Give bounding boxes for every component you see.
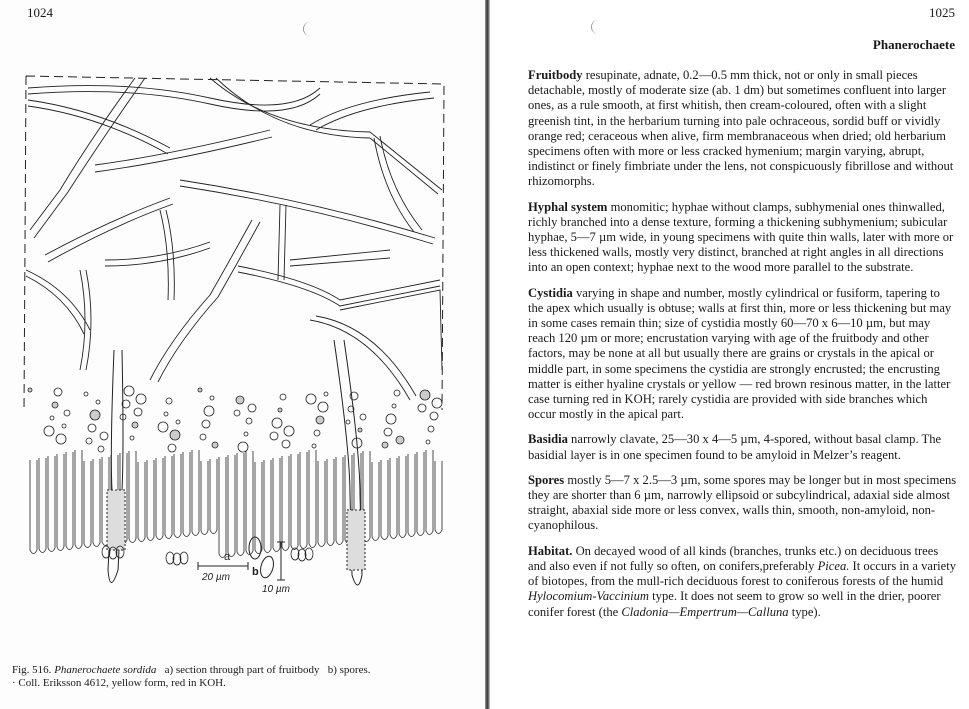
- granule: [88, 424, 96, 432]
- granule: [272, 418, 282, 428]
- page-number-left: 1024: [27, 5, 53, 20]
- basidium: [300, 452, 307, 549]
- basidium: [219, 457, 226, 558]
- granule: [86, 438, 92, 444]
- section-heading: Habitat.: [528, 543, 573, 558]
- habitat-text: type).: [788, 604, 821, 619]
- basidium: [417, 452, 424, 536]
- basidium: [48, 456, 55, 552]
- granule: [278, 408, 282, 412]
- granule: [306, 394, 316, 404]
- granule: [56, 434, 66, 444]
- granule: [236, 396, 244, 404]
- subicular-hyphae: [26, 78, 442, 400]
- basidium: [165, 456, 172, 539]
- granule: [54, 388, 62, 396]
- section-basidia: [528, 432, 958, 462]
- scale-label-a: 20 µm: [202, 572, 230, 583]
- granule: [392, 404, 396, 408]
- basidium: [75, 450, 82, 549]
- granule: [90, 410, 100, 420]
- granule: [324, 392, 328, 396]
- granule: [44, 426, 54, 436]
- section-fruitbody: [528, 68, 958, 190]
- granule: [284, 426, 294, 436]
- section-hyphal-system: [528, 200, 958, 276]
- granule: [200, 434, 206, 440]
- section-body: mostly 5—7 x 2.5—3 µm, some spores may be longer but in most specimens they are shorter than 6 µm, narrowly ellipsoid or subcylindrical, adaxial side almost straight, abaxial side more or less convex, walls thin, smooth, non-amyloid, non-cyanophilous.: [528, 472, 957, 533]
- basidium: [390, 458, 397, 539]
- granule: [84, 392, 88, 396]
- granule: [418, 404, 426, 412]
- running-head: Phanerochaete: [872, 37, 955, 52]
- hymenium-basidia: [28, 386, 442, 558]
- cystidium-right: [334, 340, 365, 585]
- granule: [130, 436, 134, 440]
- scale-label-b: 10 µm: [262, 584, 290, 595]
- figure-label-a: a: [224, 551, 231, 563]
- granule: [358, 428, 362, 432]
- basidium: [210, 459, 217, 534]
- book-gutter: [485, 0, 490, 709]
- caption-part-a: a) section through part of fruitbody: [164, 664, 320, 676]
- basidium: [84, 461, 91, 548]
- granule: [212, 442, 218, 448]
- granule: [96, 400, 100, 404]
- granule: [270, 432, 278, 440]
- section-body: resupinate, adnate, 0.2—0.5 mm thick, not or only in small pieces detachable, mostly of moderate size (ab. 1 dm) but sometimes confluent into larger ones, as a rule smooth, at first whitish, then cream-coloured, often with a slight greenish tint, in the herbarium turning into pale ochraceous, sordid buff or vividly orange red; ceraceous when alive, firm membranaceous when dried; old herbarium specimens often with more or less cracked hymenium; margin varying, abrupt, indistinct or finely fimbriate under the lens, not conspicuously fibrillose and without rhizomorphs.: [528, 68, 954, 189]
- basidium: [66, 452, 73, 550]
- granule: [238, 442, 248, 452]
- basidium: [318, 461, 325, 547]
- granule: [64, 410, 70, 416]
- basidium: [327, 459, 334, 546]
- granule: [98, 446, 104, 452]
- granule: [170, 430, 180, 440]
- basidium: [138, 462, 145, 542]
- basidium: [57, 454, 64, 551]
- habitat-text: It occurs in a variety of biotopes, from the mull-rich deciduous forest to coniferous forests of the humid: [528, 558, 957, 589]
- caption-line-2: · Coll. Eriksson 4612, yellow form, red in KOH.: [12, 677, 226, 689]
- granule: [100, 432, 108, 440]
- section-spores: [528, 473, 958, 534]
- figure-illustration: [10, 70, 460, 630]
- basidium: [426, 450, 433, 535]
- granule: [204, 406, 214, 416]
- basidium: [39, 458, 46, 553]
- basidium: [408, 454, 415, 537]
- granule: [318, 402, 328, 412]
- basidium: [30, 460, 37, 554]
- basidium: [372, 462, 379, 541]
- habitat-text: On decayed wood of all kinds (branches, trunks etc.) on deciduous trees and also even if not fully so often, on conifers,preferably: [528, 543, 939, 573]
- basidium: [129, 451, 136, 543]
- basidium: [435, 461, 442, 534]
- habitat-text: type. It does not seem to grow so well in the drier, poorer conifer forest (the: [528, 589, 941, 619]
- basidium: [381, 460, 388, 540]
- section-body: varying in shape and number, mostly cylindrical or fusiform, tapering to the apex which usually is obtuse; walls at first thin, more or less thickening but may in some cases remain thin; size of cystidia mostly 60—70 x 6—10 µm, but may reach 120 µm or more; encrustation varying with age of the fruitbody and other factors, may be none at all but usually there are grains or crystals in the apical or middle part, in some specimens the cystidia are strongly encrusted; the encrusting matter is either hyaline crystals or yellow — red brown resinous matter, in the latter case turning red in KOH; rarely cystidia are provided with side branches which occur mostly in the apical part.: [528, 285, 952, 422]
- basidium: [282, 456, 289, 551]
- scale-bar-b: [277, 542, 285, 580]
- section-heading: Fruitbody: [528, 68, 583, 82]
- granule: [360, 414, 366, 420]
- granule: [316, 416, 324, 424]
- section-body: monomitic; hyphae without clamps, subhymenial ones thinwalled, richly branched into a dense texture, forming a thickening subhymenium; subicular hyphae, 5—7 µm wide, in young specimens with quite thin walls, later with more or less thickened walls, mostly very distinct, branched at right angles in all directions into an open context; hyphae next to the wood more parallel to the substrate.: [528, 199, 954, 275]
- basidium: [156, 458, 163, 540]
- basidium: [93, 459, 100, 547]
- spore-b-2: [258, 555, 275, 579]
- habitat-taxon: Cladonia—Empertrum—Calluna: [621, 604, 789, 619]
- granule: [164, 412, 168, 416]
- granule: [176, 420, 180, 424]
- caption-species: Phanerochaete sordida: [54, 664, 157, 676]
- granule: [280, 394, 286, 400]
- granule: [420, 390, 430, 400]
- section-heading: Cystidia: [528, 285, 573, 300]
- granule: [346, 420, 350, 424]
- granule: [396, 436, 404, 444]
- granule: [168, 444, 176, 452]
- scale-bar-a: [198, 562, 248, 570]
- granule: [124, 386, 134, 396]
- granule: [202, 420, 210, 428]
- section-heading: Basidia: [528, 432, 568, 447]
- granule: [166, 398, 172, 404]
- basidium: [228, 455, 235, 557]
- granule: [382, 442, 388, 448]
- basidium: [309, 450, 316, 548]
- basidium: [264, 460, 271, 553]
- granule: [426, 440, 430, 444]
- granule: [384, 428, 392, 436]
- granule: [282, 440, 290, 448]
- basidium: [399, 456, 406, 538]
- granule: [210, 396, 214, 400]
- habitat-taxon: Picea.: [817, 558, 850, 573]
- granule: [198, 388, 202, 392]
- granule: [50, 416, 54, 420]
- basidium: [183, 452, 190, 537]
- section-habitat: [528, 544, 958, 620]
- basidium: [237, 453, 244, 556]
- section-heading: Spores: [528, 472, 565, 487]
- basidium: [336, 457, 343, 545]
- granule: [246, 418, 252, 424]
- caption-part-b: b) spores.: [327, 664, 371, 676]
- page-number-right: 1025: [929, 5, 955, 20]
- granule: [428, 426, 434, 432]
- basidium: [174, 454, 181, 538]
- granule: [234, 410, 240, 416]
- basidium: [291, 454, 298, 550]
- granule: [386, 414, 396, 424]
- granule: [244, 432, 248, 436]
- figure-caption: [12, 664, 482, 690]
- granule: [248, 404, 256, 412]
- granule: [62, 424, 66, 428]
- section-heading: Hyphal system: [528, 199, 608, 214]
- granule: [28, 388, 32, 392]
- section-body: narrowly clavate, 25—30 x 4—5 µm, 4-spored, without basal clamp. The basidial layer is in one specimen found to be amyloid in Melzer’s reagent.: [528, 432, 942, 462]
- granule: [432, 398, 442, 408]
- basidium: [201, 461, 208, 535]
- granule: [158, 422, 168, 432]
- paper-mark: [303, 22, 314, 36]
- granule: [136, 394, 146, 404]
- granule: [132, 422, 138, 428]
- paper-mark: [591, 20, 602, 34]
- caption-fig-number: Fig. 516.: [12, 664, 52, 676]
- granule: [314, 430, 320, 436]
- figure-label-b: b: [252, 566, 259, 578]
- description-text: [528, 68, 958, 630]
- basidium: [147, 460, 154, 541]
- granule: [430, 412, 438, 420]
- granule: [312, 444, 316, 448]
- basidium: [192, 450, 199, 536]
- granule: [394, 390, 400, 396]
- granule: [52, 402, 58, 408]
- habitat-taxon: Hylocomium-Vaccinium: [528, 589, 650, 604]
- section-cystidia: [528, 286, 958, 423]
- basidium: [273, 458, 280, 552]
- granule: [134, 408, 142, 416]
